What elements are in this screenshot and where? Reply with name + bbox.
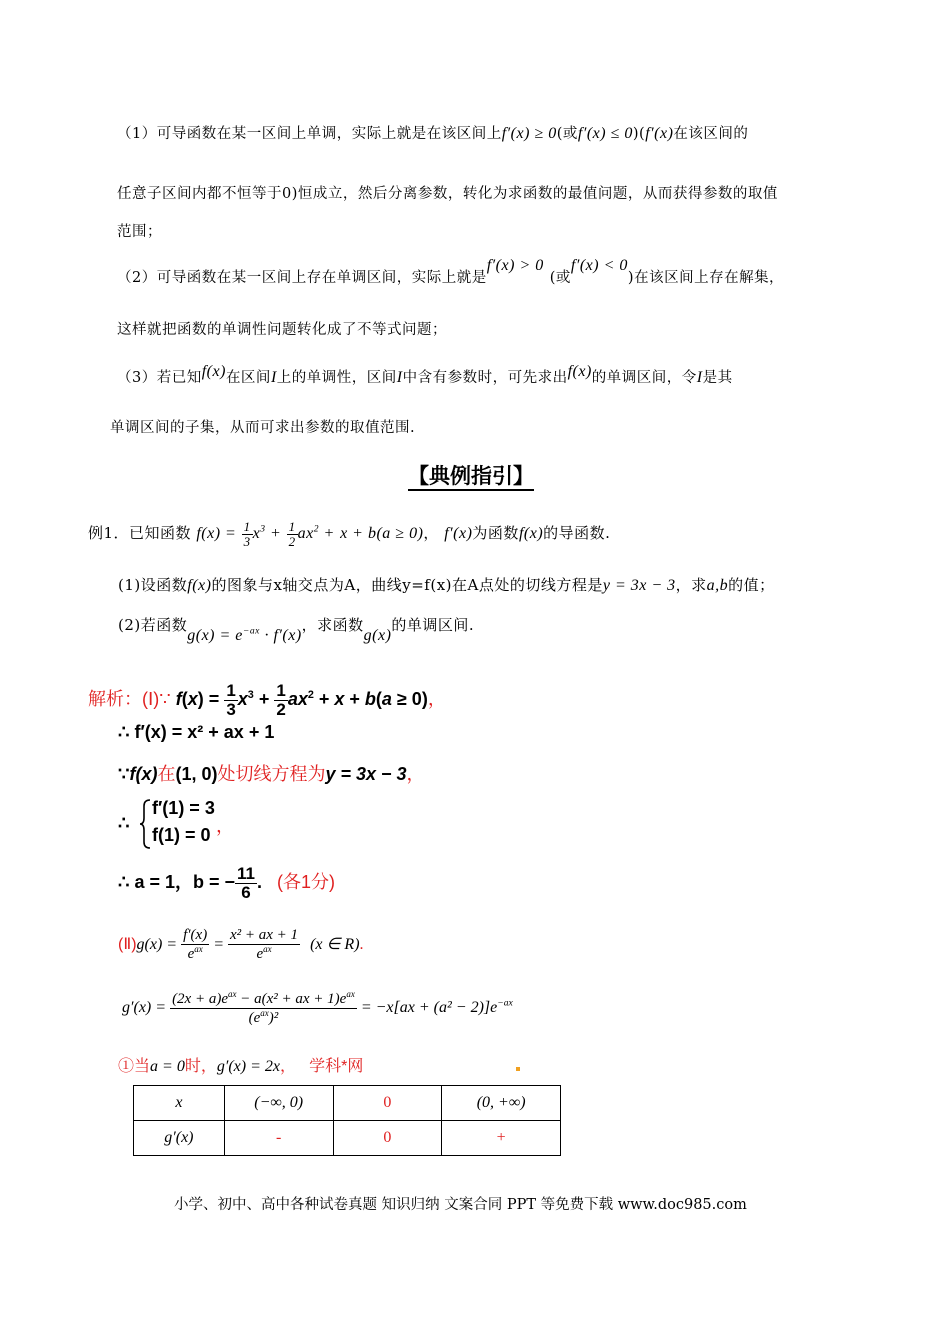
text: （3）若已知 (117, 370, 202, 386)
fraction-gprime (170, 990, 357, 1027)
table-cell: 0 (333, 1121, 442, 1156)
example-q2 (118, 614, 475, 644)
table-cell: - (224, 1121, 333, 1156)
math-fx: f(x) (129, 764, 158, 784)
math-fx: f(x) = (196, 525, 237, 543)
text: 上的单调性，区间 (276, 370, 397, 386)
intro-p1-line2: 任意子区间内都不恒等于0)恒成立，然后分离参数，转化为求函数的最值问题，从而获得参数的取值 (117, 186, 778, 202)
text: · f′(x) (264, 627, 302, 644)
math-fprime-geq-0: f′(x) ≥ 0 (501, 125, 557, 142)
solution-result (118, 865, 335, 902)
part-two-label: (Ⅱ) (118, 935, 137, 953)
math-ab: a,b (706, 577, 729, 594)
text: g(x) = e (187, 627, 243, 644)
system-eq2: f(1) = 0 (152, 825, 211, 845)
sign-table (133, 1085, 561, 1156)
example-label: 例1．已知函数 (88, 524, 192, 543)
text: 的图象与x轴交点为A，曲线y=f(x)在A点处的切线方程是 (211, 576, 603, 594)
text: 的导函数. (543, 524, 611, 543)
score-note: (各1分) (277, 872, 336, 893)
table-row-label: g′(x) (134, 1121, 225, 1156)
math-gx: g(x) = (136, 935, 178, 953)
fraction-one-third: $\frac{1}{3}$ (243, 519, 251, 549)
math-fprime-leq-0: f′(x) ≤ 0 (577, 125, 633, 142)
text: ∵ (118, 764, 130, 784)
text: − a(x² + ax + 1)e (236, 991, 347, 1007)
exponent: ax (194, 943, 203, 954)
fraction-fprime-over-eax (181, 928, 209, 963)
table-row (134, 1086, 561, 1121)
fraction-eleven-sixths (235, 865, 257, 902)
math-I: I (396, 369, 403, 386)
math-fprime: f′(x) (645, 125, 674, 142)
text: 的值； (728, 576, 775, 594)
text: ，求 (675, 576, 707, 594)
math-tangent-line: y = 3x − 3 (325, 764, 407, 784)
table-row (134, 1121, 561, 1156)
solution-gx-def (118, 928, 364, 963)
math-func-tail: x + b(a ≥ 0) (340, 525, 424, 543)
solution-line1: 解析：(Ⅰ)∵ f(x) = $\frac{1}{3}$ $x^3$ + $\frac{1}{2}$ $ax^2 + x + b(a \ge 0)$， (88, 681, 446, 719)
text: (2x + a)e (172, 991, 228, 1007)
solution-tangent-condition (118, 760, 425, 786)
part-one-label: (Ⅰ)∵ (142, 689, 171, 710)
example-q1 (118, 574, 775, 595)
text: ，求函数 (301, 616, 364, 634)
text: . (257, 872, 263, 893)
text: (或 (556, 126, 578, 142)
text: (2)若函数 (118, 616, 188, 634)
table-header-x: x (134, 1086, 225, 1121)
numerator: x² + ax + 1 (230, 927, 299, 943)
text: 为函数 (472, 524, 519, 543)
math-I: I (270, 369, 277, 386)
intro-p3-line1 (117, 363, 733, 387)
exponent: ax (228, 989, 237, 999)
exponent: ax (263, 943, 272, 954)
exponent: −ax (497, 997, 513, 1009)
fraction-one-half: $\frac{1}{2}$ (288, 519, 296, 549)
text: ①当 (118, 1058, 151, 1075)
math-fprime: f′(x) (444, 525, 473, 543)
math-domain: (x ∈ R) (310, 935, 360, 953)
math-gx-def (187, 627, 301, 644)
text: )在该区间上存在解集， (627, 270, 785, 286)
intro-p2-line1 (117, 257, 785, 287)
table-header-interval-neg: (−∞, 0) (224, 1086, 333, 1121)
fraction-one-half: $\frac{1}{2}$ (276, 681, 286, 719)
intro-p2-line2: 这样就把函数的单调性问题转化成了不等式问题； (117, 322, 447, 338)
dot-mark (516, 1067, 520, 1071)
math-fx: f(x) (567, 363, 592, 380)
math-x3: $x^3$ + (252, 523, 282, 543)
exponent: −ax (242, 625, 260, 637)
exponent: ax (346, 989, 355, 999)
intro-p3-line2: 单调区间的子集，从而可求出参数的取值范围. (110, 420, 416, 436)
solution-case1 (118, 1053, 363, 1076)
system-comma: ， (216, 816, 234, 836)
intro-p1-line3: 范围； (117, 224, 162, 240)
math-point: (1, 0) (175, 764, 218, 784)
system-therefore: ∴ (118, 813, 130, 833)
text: 处切线方程为 (217, 764, 326, 784)
table-cell: + (442, 1121, 561, 1156)
text: (1)设函数 (118, 576, 188, 594)
math-gprime-case1: g′(x) = 2x (216, 1058, 280, 1075)
table-header-interval-pos: (0, +∞) (442, 1086, 561, 1121)
math-fx: f(x) (201, 363, 226, 380)
math-gprime-simplified: = −x[ax + (a² − 2)]e (360, 998, 498, 1016)
text: = (213, 935, 224, 953)
denominator: e (256, 945, 264, 962)
text: ， (406, 764, 425, 784)
text: (或 (549, 270, 571, 286)
numerator: f′(x) (183, 927, 208, 943)
text: (e (248, 1009, 261, 1026)
text: 是其 (702, 370, 733, 386)
math-fx: f(x) (518, 525, 544, 543)
text: )( (632, 126, 646, 142)
text: 的单调区间，令 (591, 370, 697, 386)
math-gprime: g′(x) = (122, 998, 167, 1016)
math-ax2: $ax^2$ + (297, 523, 335, 543)
text: 中含有参数时，可先求出 (402, 370, 568, 386)
page-footer: 小学、初中、高中各种试卷真题 知识归纳 文案合同 PPT 等免费下载 www.doc985.com (174, 1197, 747, 1213)
exponent: ax (260, 1007, 269, 1018)
system-eq1: f′(1) = 3 (152, 798, 215, 818)
text: （1）可导函数在某一区间上单调，实际上就是在该区间上 (117, 126, 502, 142)
math-fprime-lt-0: f′(x) < 0 (570, 257, 628, 274)
table-header-zero: 0 (333, 1086, 442, 1121)
math-gx: g(x) (363, 627, 392, 644)
text: 时， (184, 1058, 217, 1075)
solution-gprime (122, 990, 513, 1027)
math-I: I (696, 369, 703, 386)
math-fx: f(x) (187, 577, 212, 594)
text: ， (279, 1056, 296, 1075)
example-statement (88, 520, 610, 548)
text: ∴ a = 1，b = − (118, 872, 236, 893)
math-fprime-gt-0: f′(x) > 0 (486, 257, 544, 274)
math-tangent-line: y = 3x − 3 (602, 577, 676, 594)
text: （2）可导函数在某一区间上存在单调区间，实际上就是 (117, 270, 487, 286)
text: 在该区间的 (673, 126, 749, 142)
section-heading: 【典例指引】 (408, 464, 534, 488)
text: ， (423, 524, 439, 543)
fraction-poly-over-eax (228, 928, 300, 963)
text: . (359, 935, 364, 953)
fraction-one-third: $\frac{1}{3}$ (226, 681, 236, 719)
text: 在 (157, 764, 176, 784)
watermark-text: 学科*网 (309, 1058, 364, 1075)
text: )² (268, 1009, 279, 1026)
solution-derivative: ∴ f′(x) = x² + ax + 1 (118, 722, 275, 742)
math-condition: a = 0 (150, 1058, 185, 1075)
text: 在区间 (225, 370, 271, 386)
intro-p1-line1 (117, 122, 748, 143)
solution-label: 解析： (88, 689, 142, 710)
denominator: e (187, 945, 195, 962)
numerator: 11 (237, 864, 255, 883)
left-brace-icon (138, 798, 152, 850)
text: 的单调区间. (391, 616, 475, 634)
denominator: 6 (241, 882, 251, 902)
